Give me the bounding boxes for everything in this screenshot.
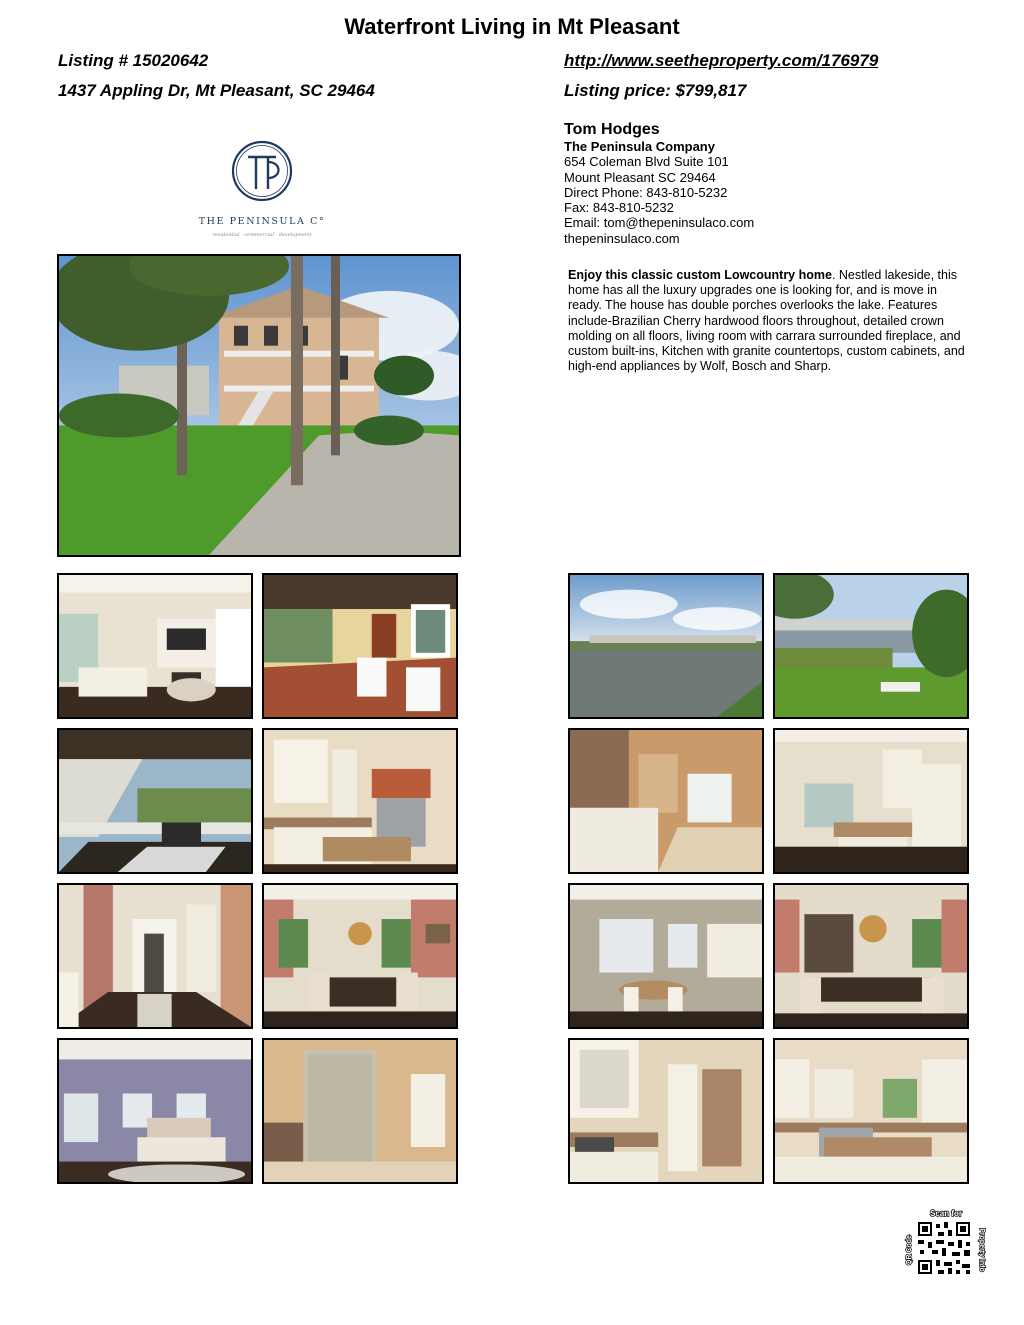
qr-code-icon: [916, 1220, 972, 1276]
agent-company: The Peninsula Company: [564, 139, 715, 154]
photo-pantry[interactable]: [568, 1038, 764, 1184]
photo-breakfast-nook[interactable]: [568, 883, 764, 1029]
listing-price: Listing price: $799,817: [564, 81, 747, 100]
photo-exterior-main[interactable]: [57, 254, 461, 557]
property-link[interactable]: http://www.seetheproperty.com/176979: [564, 51, 879, 70]
photo-front-porch[interactable]: [262, 573, 458, 719]
photo-shower[interactable]: [262, 1038, 458, 1184]
qr-label-left: QR Code: [906, 1235, 913, 1265]
photo-hallway[interactable]: [57, 883, 253, 1029]
agent-city: Mount Pleasant SC 29464: [564, 169, 716, 185]
agent-contact: [564, 120, 754, 246]
qr-label-right: Property Info: [978, 1228, 985, 1272]
description-body: . Nestled lakeside, this home has all the luxury upgrades one is looking for, and is move in ready. The house has double porches overlooks the lake. Features include-Brazilian Cherry hardwood floors throughout, detailed crown molding on all floors, living room with carrara surrounded fireplace, and custom built-ins, Kitchen with granite countertops, custom cabinets, and high-end appliances by Wolf, Bosch and Sharp.: [568, 268, 965, 374]
svg-text:THE PENINSULA C°: THE PENINSULA C°: [198, 216, 326, 227]
svg-text:residential · commercial · dev: residential · commercial · development: [212, 232, 312, 238]
photo-master-bath[interactable]: [568, 728, 764, 874]
photo-living-room[interactable]: [57, 573, 253, 719]
company-logo: [178, 126, 346, 242]
photo-kitchen[interactable]: [262, 728, 458, 874]
page-title: Waterfront Living in Mt Pleasant: [344, 14, 680, 39]
description-lead: Enjoy this classic custom Lowcountry home: [568, 268, 832, 282]
photo-lake-view[interactable]: [568, 573, 764, 719]
qr-label-top: Scan for: [929, 1209, 963, 1218]
photo-screened-porch[interactable]: [57, 728, 253, 874]
listing-number: Listing # 15020642: [58, 51, 209, 70]
property-address: 1437 Appling Dr, Mt Pleasant, SC 29464: [58, 81, 375, 100]
agent-phone: Direct Phone: 843-810-5232: [564, 184, 728, 200]
photo-kitchen-2[interactable]: [773, 1038, 969, 1184]
photo-dining-room-2[interactable]: [773, 883, 969, 1029]
agent-fax: Fax: 843-810-5232: [564, 200, 674, 216]
agent-name: Tom Hodges: [564, 121, 660, 138]
photo-kitchen-island[interactable]: [773, 728, 969, 874]
photo-dining-room[interactable]: [262, 883, 458, 1029]
photo-master-bedroom[interactable]: [57, 1038, 253, 1184]
photo-lakeside-marsh[interactable]: [773, 573, 969, 719]
qr-code-block[interactable]: [904, 1208, 988, 1282]
agent-street: 654 Coleman Blvd Suite 101: [564, 154, 729, 170]
property-description: [568, 268, 968, 374]
agent-email[interactable]: Email: tom@thepeninsulaco.com: [564, 215, 755, 231]
agent-website[interactable]: thepeninsulaco.com: [564, 230, 680, 246]
